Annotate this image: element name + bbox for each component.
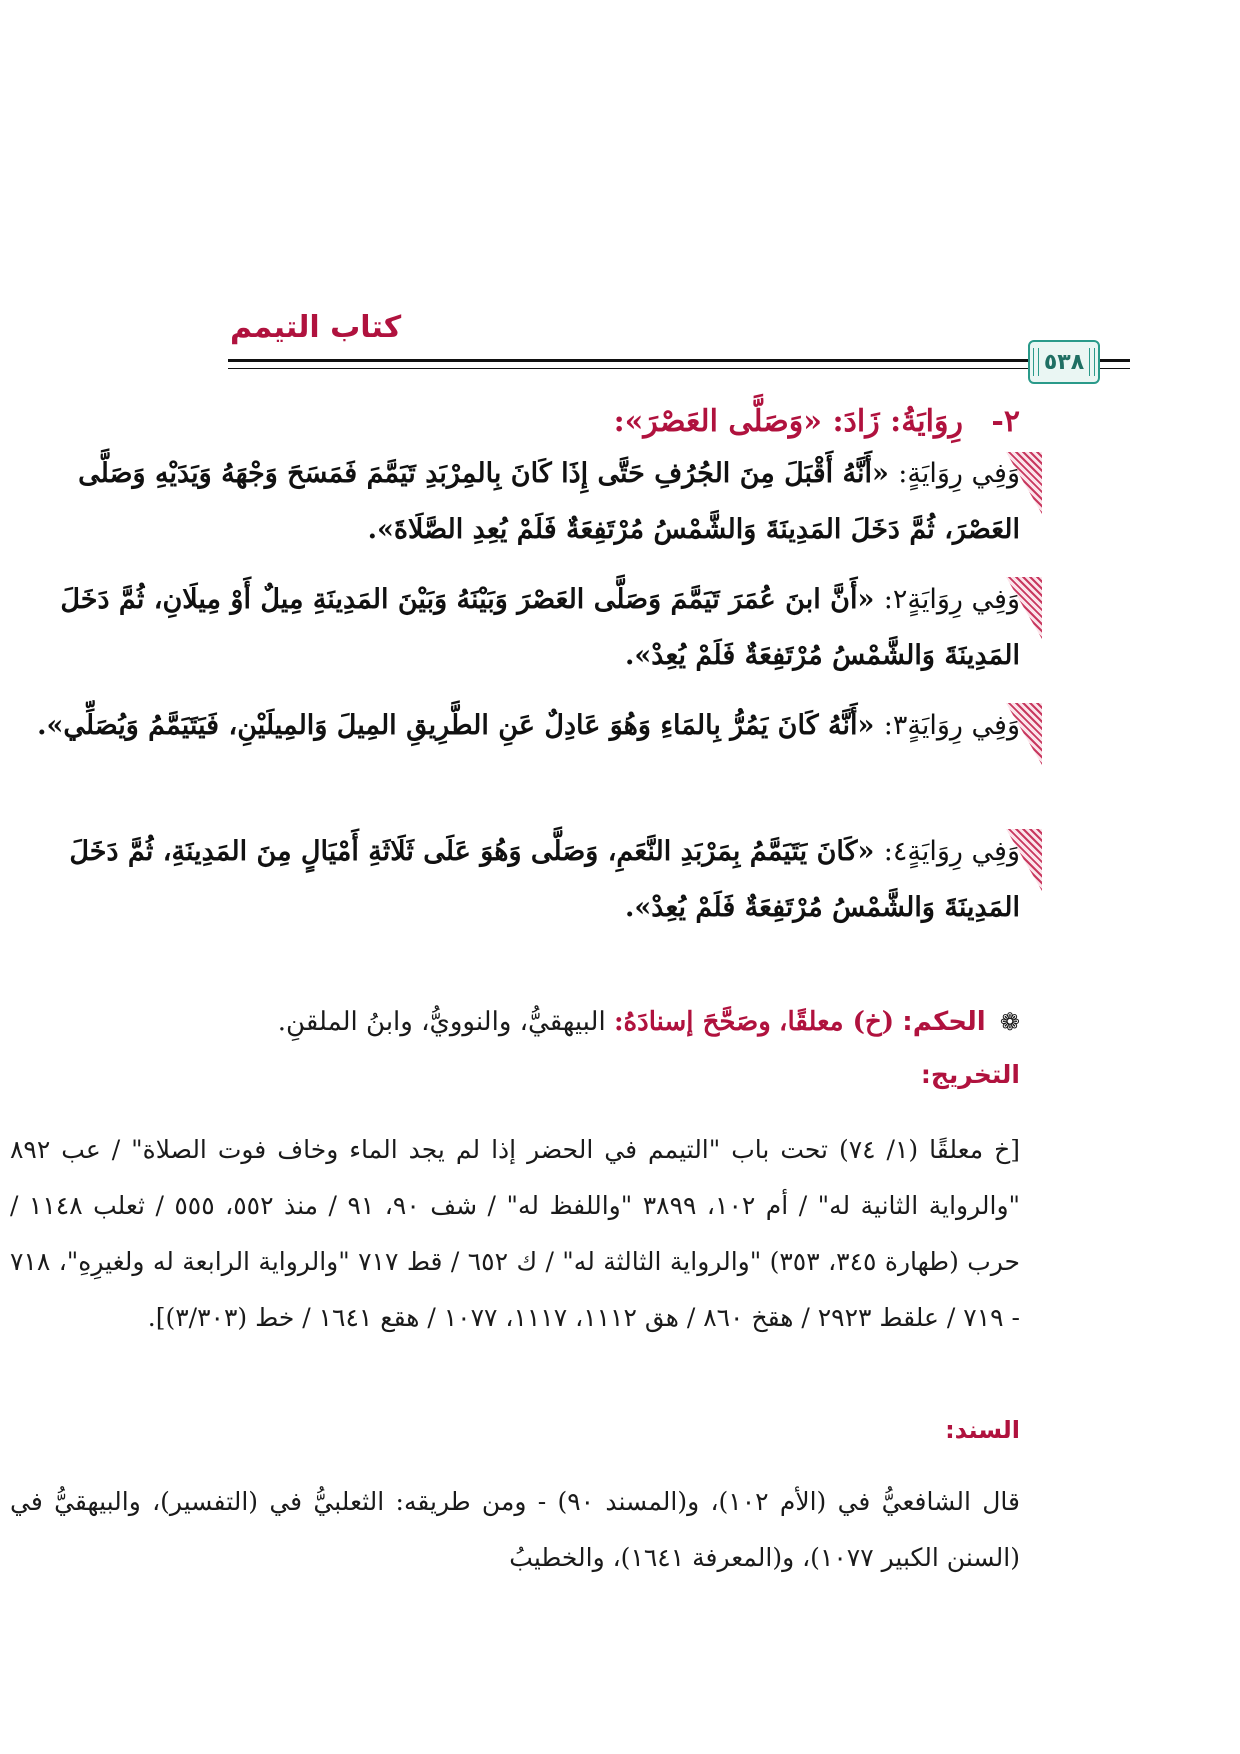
header-rule (228, 359, 1028, 362)
narration-lead: وَفِي رِوَايَةٍ٢: (883, 584, 1020, 615)
narration-lead: وَفِي رِوَايَةٍ٣: (883, 710, 1020, 741)
ruling-line (10, 1000, 1020, 1044)
takhrij-text: [خ معلقًا (١/ ٧٤) تحت باب "التيمم في الحضر إذا لم يجد الماء وخاف فوت الصلاة" / عب ٨٩٢ "والرواية الثانية له" / أم ١٠٢، ٣٨٩٩ "واللفظ له" / شف ٩٠، ٩١ / منذ ٥٥٢، ٥٥٥ / ثعلب ١١٤٨ / حرب (طهارة ٣٤٥، ٣٥٣) "والرواية الثالثة له" / ك ٦٥٢ / قط ٧١٧ "والرواية الرابعة له ولغيرِهِ"، ٧١٨ - ٧١٩ / علقط ٢٩٢٣ / هقخ ٨٦٠ / هق ١١١٢، ١١١٧، ١٠٧٧ / هقع ١٦٤١ / خط (٣/٣٠٣)]. (10, 1135, 1021, 1332)
ruling-verdict-isnad: وصَحَّحَ إسنادَهُ: (613, 1007, 771, 1037)
ruling-label: الحكم: (902, 1007, 986, 1037)
section-number: ٢- (991, 404, 1020, 439)
narration-text: «كَانَ يَتَيَمَّمُ بِمَرْبَدِ النَّعَمِ، وَصَلَّى وَهُوَ عَلَى ثَلَاثَةِ أَمْيَالٍ مِنَ المَدِينَةِ، ثُمَّ دَخَلَ المَدِينَةَ وَالشَّمْسُ مُرْتَفِعَةٌ فَلَمْ يُعِدْ». (69, 836, 1020, 923)
section-title: رِوَايَةُ: زَادَ: «وَصَلَّى العَصْرَ»: (613, 404, 963, 439)
narration-lead: وَفِي رِوَايَةٍ٤: (883, 836, 1020, 867)
page-number (1028, 340, 1100, 384)
sanad-text: قال الشافعيُّ في (الأم ١٠٢)، و(المسند ٩٠) - ومن طريقه: الثعلبيُّ في (التفسير)، والبيهقيُّ في (السنن الكبير ١٠٧٧)، و(المعرفة ١٦٤١)، والخطيبُ (10, 1487, 1021, 1572)
ruling-verdict: (خ) معلقًا، (779, 1007, 895, 1037)
narration-text: «أَنَّهُ أَقْبَلَ مِنَ الجُرُفِ حَتَّى إِذَا كَانَ بِالمِرْبَدِ تَيَمَّمَ فَمَسَحَ وَجْهَهُ وَيَدَيْهِ وَصَلَّى العَصْرَ، ثُمَّ دَخَلَ المَدِينَةَ وَالشَّمْسُ مُرْتَفِعَةٌ فَلَمْ يُعِدِ الصَّلَاةَ». (78, 458, 1020, 545)
narration-lead: وَفِي رِوَايَةٍ: (898, 458, 1020, 489)
flower-ornament-icon: ❁ (999, 1008, 1020, 1036)
narration-3 (10, 698, 1020, 754)
narration-1 (10, 446, 1020, 558)
ruling-scholars: البيهقيُّ، والنوويُّ، وابنُ الملقنِ. (277, 1007, 606, 1037)
narration-text: «أَنَّهُ كَانَ يَمُرُّ بِالمَاءِ وَهُوَ عَادِلٌ عَنِ الطَّرِيقِ المِيلَ وَالمِيلَيْنِ، فَيَتَيَمَّمُ وَيُصَلِّي». (37, 710, 875, 741)
header-rule-thin (228, 368, 1028, 369)
page-number-text: ٥٣٨ (1043, 349, 1085, 375)
narration-4 (10, 824, 1020, 936)
section-heading (260, 404, 1020, 439)
header-rule-right-thin (1100, 368, 1130, 369)
book-title: كتاب التيمم (230, 310, 402, 345)
narration-text: «أَنَّ ابنَ عُمَرَ تَيَمَّمَ وَصَلَّى العَصْرَ وَبَيْنَهُ وَبَيْنَ المَدِينَةِ مِيلٌ أَوْ مِيلَانِ، ثُمَّ دَخَلَ المَدِينَةَ وَالشَّمْسُ مُرْتَفِعَةٌ فَلَمْ يُعِدْ». (60, 584, 1020, 671)
header-rule-right (1100, 359, 1130, 362)
takhrij-heading: التخريج: (920, 1060, 1020, 1089)
sanad-heading: السند: (945, 1416, 1020, 1444)
narration-2 (10, 572, 1020, 684)
